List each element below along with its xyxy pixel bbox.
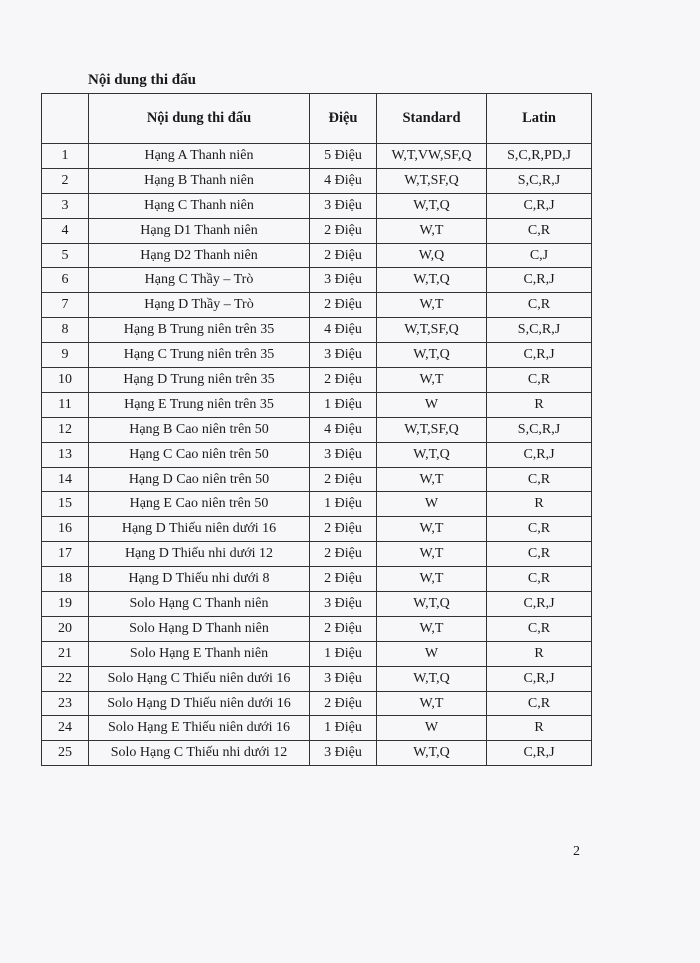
- header-no: [42, 94, 89, 144]
- competition-table: [41, 93, 592, 766]
- cell-latin: C,R,J: [487, 343, 592, 368]
- cell-standard: W,T: [377, 567, 487, 592]
- cell-dieu: 3 Điệu: [310, 666, 377, 691]
- table-row: [42, 243, 592, 268]
- table-row: [42, 517, 592, 542]
- cell-latin: C,R,J: [487, 442, 592, 467]
- cell-standard: W,T,SF,Q: [377, 318, 487, 343]
- cell-latin: C,R,J: [487, 268, 592, 293]
- cell-no: 1: [42, 144, 89, 169]
- cell-no: 24: [42, 716, 89, 741]
- cell-name: Hạng D1 Thanh niên: [89, 218, 310, 243]
- cell-latin: C,R,J: [487, 741, 592, 766]
- cell-dieu: 2 Điệu: [310, 567, 377, 592]
- cell-no: 21: [42, 641, 89, 666]
- table-row: [42, 616, 592, 641]
- page-number: 2: [573, 844, 580, 859]
- cell-dieu: 2 Điệu: [310, 542, 377, 567]
- cell-dieu: 2 Điệu: [310, 218, 377, 243]
- cell-dieu: 3 Điệu: [310, 741, 377, 766]
- cell-dieu: 2 Điệu: [310, 517, 377, 542]
- cell-no: 19: [42, 592, 89, 617]
- cell-name: Solo Hạng C Thiếu nhi dưới 12: [89, 741, 310, 766]
- header-name: Nội dung thi đấu: [89, 94, 310, 144]
- cell-no: 9: [42, 343, 89, 368]
- section-heading: Nội dung thi đấu: [88, 72, 196, 88]
- cell-latin: C,R,J: [487, 193, 592, 218]
- cell-latin: C,R: [487, 467, 592, 492]
- cell-name: Hạng E Cao niên trên 50: [89, 492, 310, 517]
- header-standard: Standard: [377, 94, 487, 144]
- cell-name: Hạng C Cao niên trên 50: [89, 442, 310, 467]
- table-row: [42, 442, 592, 467]
- cell-latin: C,R: [487, 517, 592, 542]
- cell-no: 16: [42, 517, 89, 542]
- cell-dieu: 3 Điệu: [310, 592, 377, 617]
- cell-standard: W,T,Q: [377, 193, 487, 218]
- cell-latin: C,R: [487, 368, 592, 393]
- cell-dieu: 2 Điệu: [310, 616, 377, 641]
- cell-standard: W: [377, 392, 487, 417]
- cell-no: 2: [42, 168, 89, 193]
- cell-dieu: 2 Điệu: [310, 691, 377, 716]
- cell-dieu: 1 Điệu: [310, 716, 377, 741]
- header-latin: Latin: [487, 94, 592, 144]
- cell-dieu: 4 Điệu: [310, 417, 377, 442]
- cell-no: 12: [42, 417, 89, 442]
- cell-standard: W,T,Q: [377, 442, 487, 467]
- table-row: [42, 218, 592, 243]
- cell-dieu: 1 Điệu: [310, 492, 377, 517]
- cell-standard: W,T: [377, 368, 487, 393]
- cell-standard: W,Q: [377, 243, 487, 268]
- cell-standard: W: [377, 492, 487, 517]
- table-row: [42, 542, 592, 567]
- cell-standard: W,T: [377, 691, 487, 716]
- cell-name: Hạng C Trung niên trên 35: [89, 343, 310, 368]
- cell-dieu: 2 Điệu: [310, 467, 377, 492]
- header-dieu: Điệu: [310, 94, 377, 144]
- cell-name: Hạng D Thiếu nhi dưới 12: [89, 542, 310, 567]
- cell-latin: C,R: [487, 616, 592, 641]
- cell-name: Solo Hạng C Thanh niên: [89, 592, 310, 617]
- cell-standard: W,T,SF,Q: [377, 168, 487, 193]
- cell-no: 25: [42, 741, 89, 766]
- cell-name: Hạng B Trung niên trên 35: [89, 318, 310, 343]
- cell-no: 11: [42, 392, 89, 417]
- cell-standard: W,T,Q: [377, 592, 487, 617]
- table-row: [42, 492, 592, 517]
- cell-name: Hạng A Thanh niên: [89, 144, 310, 169]
- table-row: [42, 193, 592, 218]
- cell-no: 8: [42, 318, 89, 343]
- cell-name: Hạng C Thầy – Trò: [89, 268, 310, 293]
- table-row: [42, 392, 592, 417]
- table-header-row: [42, 94, 592, 144]
- cell-dieu: 3 Điệu: [310, 442, 377, 467]
- cell-latin: C,J: [487, 243, 592, 268]
- cell-latin: C,R: [487, 218, 592, 243]
- cell-dieu: 2 Điệu: [310, 368, 377, 393]
- cell-no: 23: [42, 691, 89, 716]
- cell-no: 13: [42, 442, 89, 467]
- cell-name: Hạng D Thầy – Trò: [89, 293, 310, 318]
- table-row: [42, 168, 592, 193]
- cell-standard: W,T: [377, 517, 487, 542]
- cell-dieu: 3 Điệu: [310, 193, 377, 218]
- cell-standard: W: [377, 716, 487, 741]
- cell-name: Hạng B Thanh niên: [89, 168, 310, 193]
- table-row: [42, 567, 592, 592]
- cell-standard: W,T,Q: [377, 741, 487, 766]
- cell-dieu: 1 Điệu: [310, 392, 377, 417]
- cell-name: Solo Hạng D Thanh niên: [89, 616, 310, 641]
- cell-name: Hạng D Cao niên trên 50: [89, 467, 310, 492]
- cell-standard: W,T,Q: [377, 343, 487, 368]
- table-row: [42, 368, 592, 393]
- cell-no: 4: [42, 218, 89, 243]
- cell-no: 10: [42, 368, 89, 393]
- cell-name: Hạng D Thiếu nhi dưới 8: [89, 567, 310, 592]
- cell-dieu: 4 Điệu: [310, 168, 377, 193]
- cell-no: 5: [42, 243, 89, 268]
- cell-standard: W,T: [377, 218, 487, 243]
- table-row: [42, 741, 592, 766]
- cell-name: Hạng B Cao niên trên 50: [89, 417, 310, 442]
- cell-standard: W,T,SF,Q: [377, 417, 487, 442]
- cell-standard: W: [377, 641, 487, 666]
- cell-no: 20: [42, 616, 89, 641]
- cell-dieu: 3 Điệu: [310, 343, 377, 368]
- table-row: [42, 467, 592, 492]
- cell-latin: R: [487, 392, 592, 417]
- cell-dieu: 2 Điệu: [310, 243, 377, 268]
- table-row: [42, 641, 592, 666]
- table-row: [42, 691, 592, 716]
- cell-name: Hạng D Trung niên trên 35: [89, 368, 310, 393]
- table-row: [42, 417, 592, 442]
- cell-name: Hạng D2 Thanh niên: [89, 243, 310, 268]
- cell-no: 18: [42, 567, 89, 592]
- cell-latin: C,R,J: [487, 666, 592, 691]
- cell-standard: W,T,Q: [377, 268, 487, 293]
- cell-latin: C,R: [487, 293, 592, 318]
- cell-no: 17: [42, 542, 89, 567]
- cell-no: 6: [42, 268, 89, 293]
- cell-dieu: 5 Điệu: [310, 144, 377, 169]
- cell-name: Solo Hạng C Thiếu niên dưới 16: [89, 666, 310, 691]
- cell-name: Hạng D Thiếu niên dưới 16: [89, 517, 310, 542]
- cell-dieu: 3 Điệu: [310, 268, 377, 293]
- table-row: [42, 144, 592, 169]
- cell-latin: R: [487, 641, 592, 666]
- cell-no: 3: [42, 193, 89, 218]
- cell-standard: W,T,VW,SF,Q: [377, 144, 487, 169]
- cell-dieu: 1 Điệu: [310, 641, 377, 666]
- table-row: [42, 716, 592, 741]
- cell-dieu: 2 Điệu: [310, 293, 377, 318]
- cell-latin: S,C,R,J: [487, 318, 592, 343]
- cell-latin: C,R: [487, 542, 592, 567]
- cell-no: 22: [42, 666, 89, 691]
- cell-name: Solo Hạng E Thanh niên: [89, 641, 310, 666]
- table-body: [42, 144, 592, 766]
- cell-no: 7: [42, 293, 89, 318]
- cell-name: Hạng E Trung niên trên 35: [89, 392, 310, 417]
- cell-no: 15: [42, 492, 89, 517]
- cell-standard: W,T: [377, 293, 487, 318]
- table-row: [42, 592, 592, 617]
- cell-latin: C,R: [487, 567, 592, 592]
- cell-no: 14: [42, 467, 89, 492]
- cell-latin: C,R: [487, 691, 592, 716]
- cell-name: Solo Hạng D Thiếu niên dưới 16: [89, 691, 310, 716]
- table-row: [42, 343, 592, 368]
- cell-dieu: 4 Điệu: [310, 318, 377, 343]
- cell-latin: R: [487, 716, 592, 741]
- cell-standard: W,T,Q: [377, 666, 487, 691]
- cell-name: Solo Hạng E Thiếu niên dưới 16: [89, 716, 310, 741]
- cell-standard: W,T: [377, 542, 487, 567]
- cell-latin: S,C,R,J: [487, 417, 592, 442]
- cell-latin: C,R,J: [487, 592, 592, 617]
- cell-latin: R: [487, 492, 592, 517]
- cell-standard: W,T: [377, 467, 487, 492]
- cell-latin: S,C,R,J: [487, 168, 592, 193]
- cell-standard: W,T: [377, 616, 487, 641]
- cell-latin: S,C,R,PD,J: [487, 144, 592, 169]
- table-row: [42, 666, 592, 691]
- table-row: [42, 293, 592, 318]
- table-row: [42, 268, 592, 293]
- table-row: [42, 318, 592, 343]
- cell-name: Hạng C Thanh niên: [89, 193, 310, 218]
